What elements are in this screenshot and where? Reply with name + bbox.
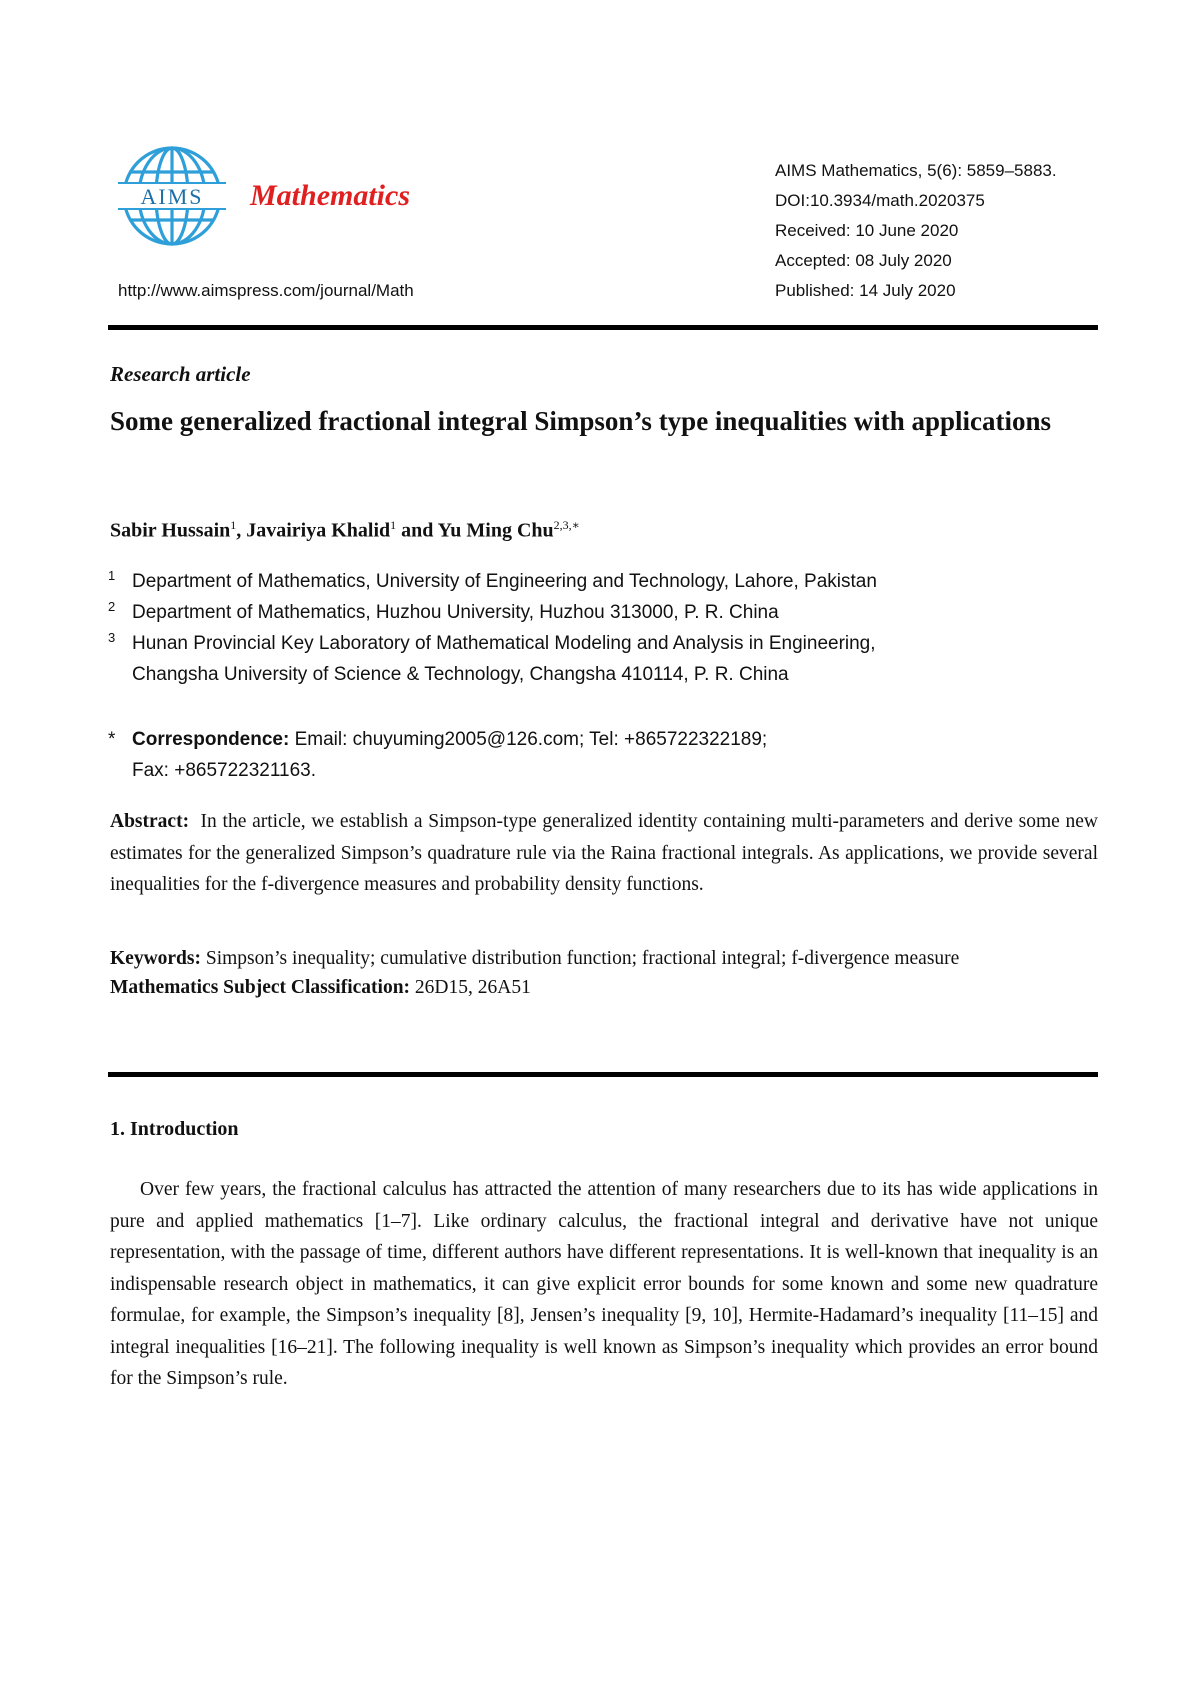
correspondence-star: * <box>108 729 116 750</box>
author-list <box>110 512 580 544</box>
author-affiliation-sup: 1 <box>390 518 397 532</box>
received-date: Received: 10 June 2020 <box>775 221 959 240</box>
correspondence-contact: Email: chuyuming2005@126.com; Tel: +865722322189; <box>294 729 768 750</box>
abstract-text: In the article, we establish a Simpson-type generalized identity containing multi-parameters and derive some new estimates for the generalized Simpson’s quadrature rule via the Raina fractional integrals. As applications, we provide several inequalities for the f-divergence measures and probability density functions. <box>110 811 1098 895</box>
author-separator: and <box>396 519 438 542</box>
abstract-label: Abstract: <box>110 811 190 832</box>
affiliation-line: Changsha University of Science & Technology, Changsha 410114, P. R. China <box>132 664 789 685</box>
msc-text: 26D15, 26A51 <box>414 977 531 998</box>
keywords-block <box>110 944 1098 1002</box>
article-title: Some generalized fractional integral Simpson’s type inequalities with applications <box>110 406 1051 436</box>
keywords-text: Simpson’s inequality; cumulative distribution function; fractional integral; f-divergence measure <box>205 948 960 969</box>
affiliation-text: Department of Mathematics, Huzhou University, Huzhou 313000, P. R. China <box>132 602 779 623</box>
affiliation-number: 1 <box>108 568 116 583</box>
affiliation-line: Hunan Provincial Key Laboratory of Mathematical Modeling and Analysis in Engineering, <box>132 633 876 654</box>
author-affiliation-sup: 1 <box>230 518 237 532</box>
abstract-block <box>110 806 1098 901</box>
author-affiliation-sup: 2,3,∗ <box>553 518 580 532</box>
introduction-paragraph: Over few years, the fractional calculus has attracted the attention of many researchers due to its has wide applications in pure and applied mathematics [1–7]. Like ordinary calculus, the fractional integral and derivative have not unique representation, with the passage of time, different authors have different representations. It is well-known that inequality is an indispensable research object in mathematics, it can give explicit error bounds for some known and some new quadrature formulae, for example, the Simpson’s inequality [8], Jensen’s inequality [9, 10], Hermite-Hadamard’s inequality [11–15] and integral inequalities [16–21]. The following inequality is well known as Simpson’s inequality which provides an error bound for the Simpson’s rule. <box>110 1179 1098 1389</box>
msc-label: Mathematics Subject Classification: <box>110 977 411 998</box>
affiliation-text: Department of Mathematics, University of Engineering and Technology, Lahore, Pakistan <box>132 571 877 592</box>
affiliation-list <box>108 566 877 690</box>
article-type: Research article <box>110 362 251 386</box>
article-metadata <box>775 156 1057 306</box>
author-separator: , <box>236 519 247 542</box>
author-name: Yu Ming Chu <box>437 519 554 542</box>
logo-text: AIMS <box>140 184 204 209</box>
correspondence-label: Correspondence: <box>132 729 290 750</box>
header-divider <box>108 325 1098 330</box>
affiliation-item <box>108 628 877 690</box>
published-date: Published: 14 July 2020 <box>775 281 956 300</box>
affiliation-item <box>108 566 877 597</box>
affiliation-number: 3 <box>108 630 116 645</box>
affiliation-item <box>108 597 877 628</box>
journal-url-link[interactable]: http://www.aimspress.com/journal/Math <box>118 281 414 300</box>
author-name: Javairiya Khalid <box>246 519 391 542</box>
abstract-divider <box>108 1072 1098 1077</box>
journal-name: Mathematics <box>250 179 411 212</box>
section-heading: 1. Introduction <box>110 1118 239 1140</box>
author-name: Sabir Hussain <box>110 519 231 542</box>
keywords-label: Keywords: <box>110 948 201 969</box>
correspondence-block <box>108 724 767 786</box>
aims-logo-globe-icon <box>118 142 226 250</box>
doi: DOI:10.3934/math.2020375 <box>775 191 985 210</box>
affiliation-text <box>132 628 876 690</box>
correspondence-fax: Fax: +865722321163. <box>132 760 316 781</box>
affiliation-number: 2 <box>108 599 116 614</box>
accepted-date: Accepted: 08 July 2020 <box>775 251 952 270</box>
citation: AIMS Mathematics, 5(6): 5859–5883. <box>775 161 1057 180</box>
